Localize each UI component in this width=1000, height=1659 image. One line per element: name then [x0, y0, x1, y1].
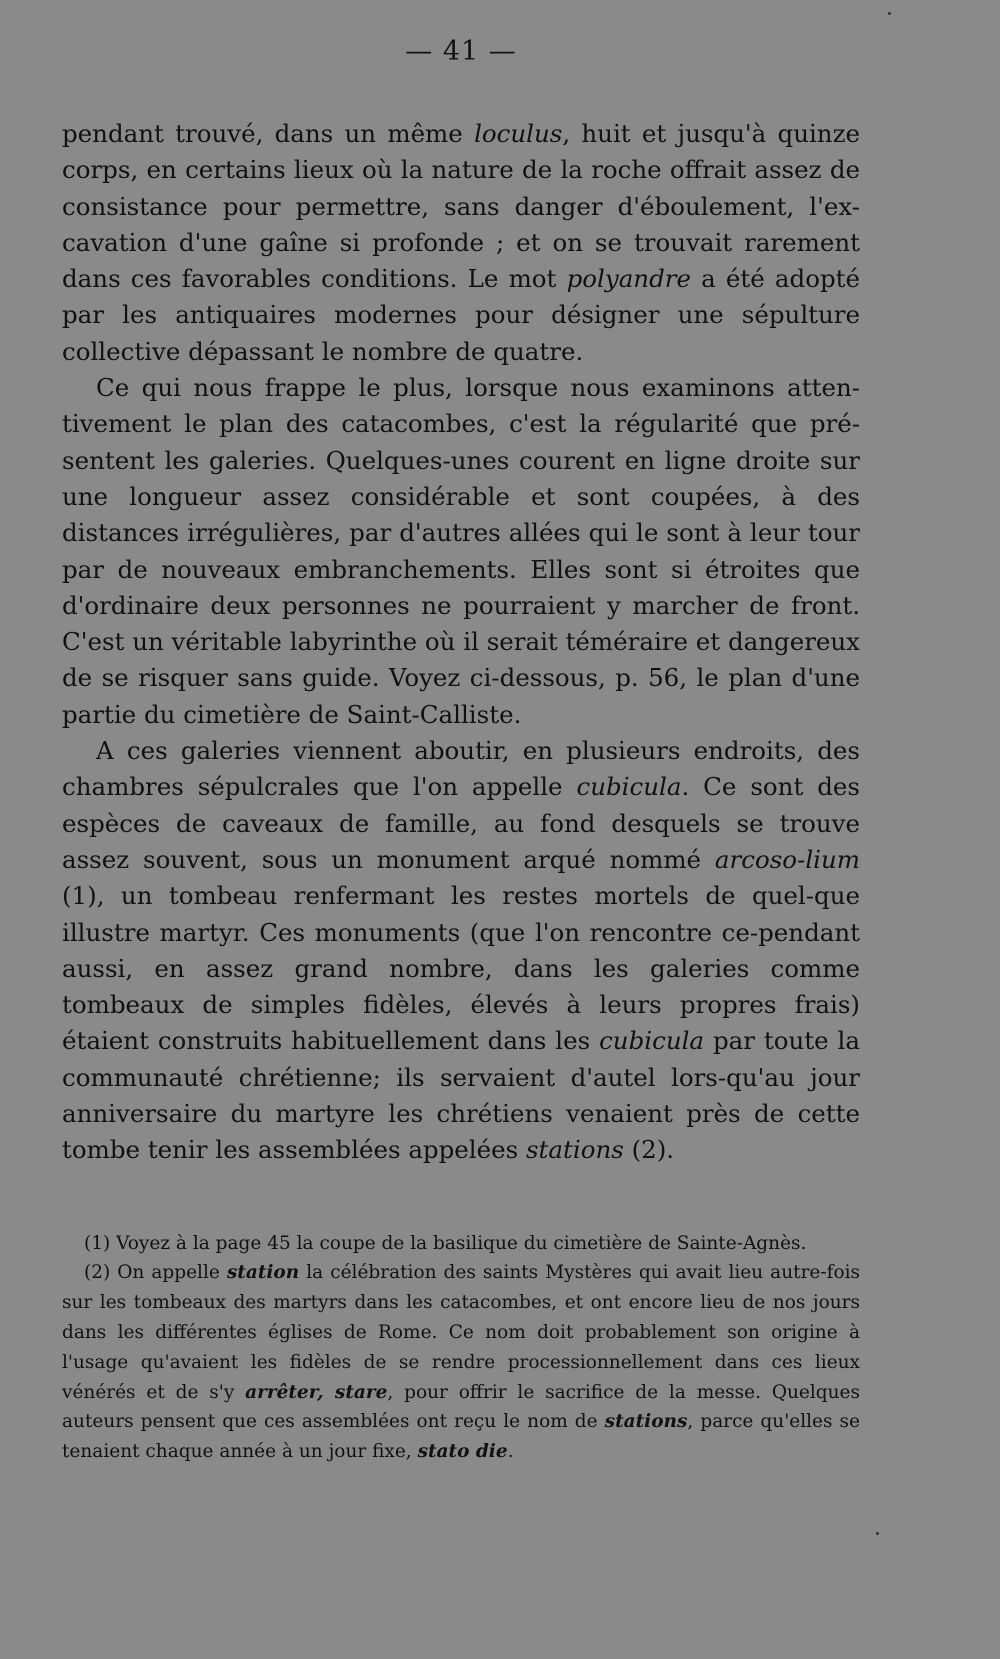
italic-term-stations-2: stations — [604, 1411, 688, 1433]
italic-term-loculus: loculus — [474, 119, 563, 148]
italic-term-cubicula: cubicula — [576, 772, 682, 802]
footnote-1: (1) Voyez à la page 45 la coupe de la basilique du cimetière de Sainte-Agnès. — [84, 1232, 807, 1254]
italic-term-stations: stations — [525, 1135, 624, 1165]
body-text — [62, 116, 860, 1169]
italic-term-arreter-stare: arrêter, stare — [245, 1381, 388, 1403]
italic-term-stato-die: stato die — [417, 1441, 508, 1463]
paper-speck — [876, 1532, 879, 1535]
paragraph-3: A ces galeries viennent aboutir, en plusieurs endroits, des chambres sépulcrales que l'on appelle cubicula. Ce sont des espèces de caveaux de famille, au fond desquels se trouve assez souvent, sous un monument arqué nommé arcoso-lium (1), un tombeau renfermant les restes mortels de quel-que illustre martyr. Ces monuments (que l'on rencontre ce-pendant aussi, en assez grand nombre, dans les galeries comme tombeaux de simples fidèles, élevés à leurs propres frais) étaient construits habituellement dans les cubicula par toute la communauté chrétienne; ils servaient d'autel lors-qu'au jour anniversaire du martyre les chrétiens venaient près de cette tombe tenir les assemblées appelées stations (2). — [62, 736, 860, 1165]
paragraph-1: pendant trouvé, dans un même loculus, huit et jusqu'à quinze corps, en certains lieux où la nature de la roche offrait assez de consistance pour permettre, sans danger d'éboulement, l'ex-cavation d'une gaîne si profonde ; et on se trouvait rarement dans ces favorables conditions. Le mot polyandre a été adopté par les antiquaires modernes pour désigner une sépulture collective dépassant le nombre de quatre. — [62, 119, 860, 366]
italic-term-polyandre: polyandre — [566, 264, 691, 294]
page-number: — 41 — — [405, 36, 517, 67]
book-page — [62, 28, 860, 1628]
italic-term-station: station — [226, 1262, 300, 1284]
italic-term-arcosolium: arcoso-lium — [714, 844, 860, 874]
paragraph-2: Ce qui nous frappe le plus, lorsque nous examinons atten-tivement le plan des catacombes, c'est la régularité que pré-sentent les galeries. Quelques-unes courent en ligne droite sur une longueur assez considérable et sont coupées, à des distances irrégulières, par d'autres allées qui le sont à leur tour par de nouveaux embranchements. Elles sont si étroites que d'ordinaire deux personnes ne pourraient y marcher de front. C'est un véritable labyrinthe où il serait téméraire et dangereux de se risquer sans guide. Voyez ci-dessous, p. 56, le plan d'une partie du cimetière de Saint-Calliste. — [62, 373, 860, 729]
paper-speck — [888, 12, 891, 15]
italic-term-cubicula-2: cubicula — [599, 1026, 705, 1056]
footnote-2: (2) On appelle station la célébration des saints Mystères qui avait lieu autre-fois sur les tombeaux des martyrs dans les catacombes, et ont encore lieu de nos jours dans les différentes églises de Rome. Ce nom doit probablement son origine à l'usage qu'avaient les fidèles de se rendre processionnellement dans ces lieux vénérés et de s'y arrêter, stare, pour offrir le sacrifice de la messe. Quelques auteurs pensent que ces assemblées ont reçu le nom de stations, parce qu'elles se tenaient chaque année à un jour fixe, stato die. — [62, 1262, 861, 1463]
footnotes — [62, 1229, 860, 1467]
